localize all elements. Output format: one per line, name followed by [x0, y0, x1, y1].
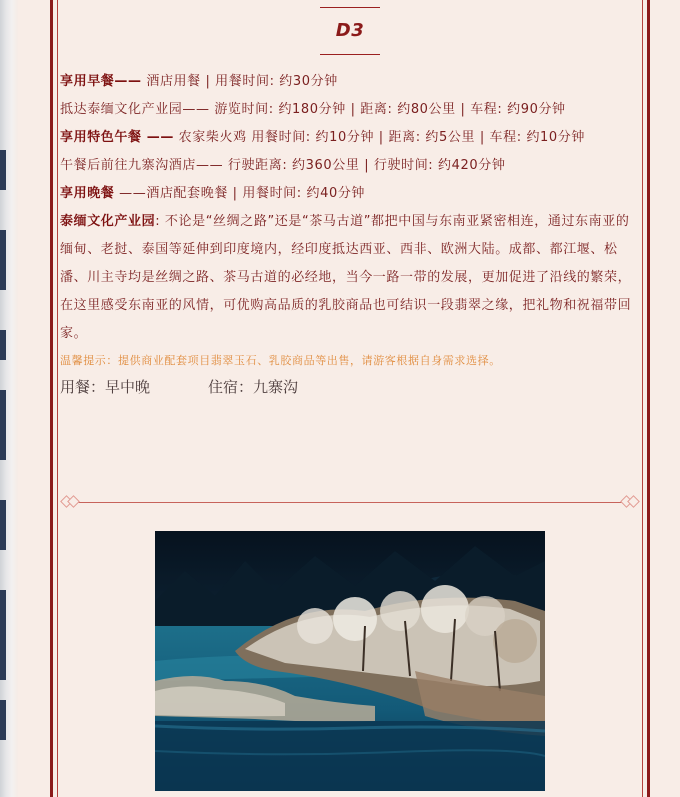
itinerary-item-dinner: 享用晚餐 ——酒店配套晚餐 | 用餐时间: 约40分钟	[60, 186, 366, 201]
right-border-inner	[642, 0, 643, 797]
day-title: D3	[335, 20, 365, 41]
jiuzhaigou-lake-photo	[155, 531, 545, 791]
itinerary-item-lunch: 享用特色午餐 —— 农家柴火鸡 用餐时间: 约10分钟 | 距离: 约5公里 | 车程: 约10分钟	[60, 130, 585, 145]
itinerary-content	[60, 68, 640, 400]
meal-lodging-line	[60, 374, 640, 400]
left-border-inner	[57, 0, 58, 797]
section-divider	[60, 496, 640, 508]
lodging-info: 住宿：九寨沟	[208, 378, 299, 396]
itinerary-item-drive: 午餐后前往九寨沟酒店—— 行驶距离: 约360公里 | 行驶时间: 约420分钟	[60, 158, 506, 173]
left-border-outer	[50, 0, 53, 797]
attraction-description: 泰缅文化产业园: 不论是“丝绸之路”还是“茶马古道”都把中国与东南亚紧密相连，通过东南亚的缅甸、老挝、泰国等延伸到印度境内，经印度抵达西亚、西非、欧洲大陆。成都、都江堰、松潘、川主寺均是丝绸之路、茶马古道的必经地，当今一路一带的发展，更加促进了沿线的繁荣，在这里感受东南亚的风情，可优购高品质的乳胶商品也可结识一段翡翠之缘，把礼物和祝福带回家。	[60, 214, 632, 341]
meals-info: 用餐：早中晚	[60, 378, 151, 396]
itinerary-item-park-arrival: 抵达泰缅文化产业园—— 游览时间: 约180分钟 | 距离: 约80公里 | 车程: 约90分钟	[60, 102, 566, 117]
day-header	[320, 0, 380, 60]
warm-tip: 温馨提示：提供商业配套项目翡翠玉石、乳胶商品等出售，请游客根据自身需求选择。	[60, 354, 501, 367]
left-page-edge	[0, 0, 18, 797]
right-border-outer	[647, 0, 650, 797]
itinerary-item-breakfast: 享用早餐—— 酒店用餐 | 用餐时间: 约30分钟	[60, 74, 338, 89]
